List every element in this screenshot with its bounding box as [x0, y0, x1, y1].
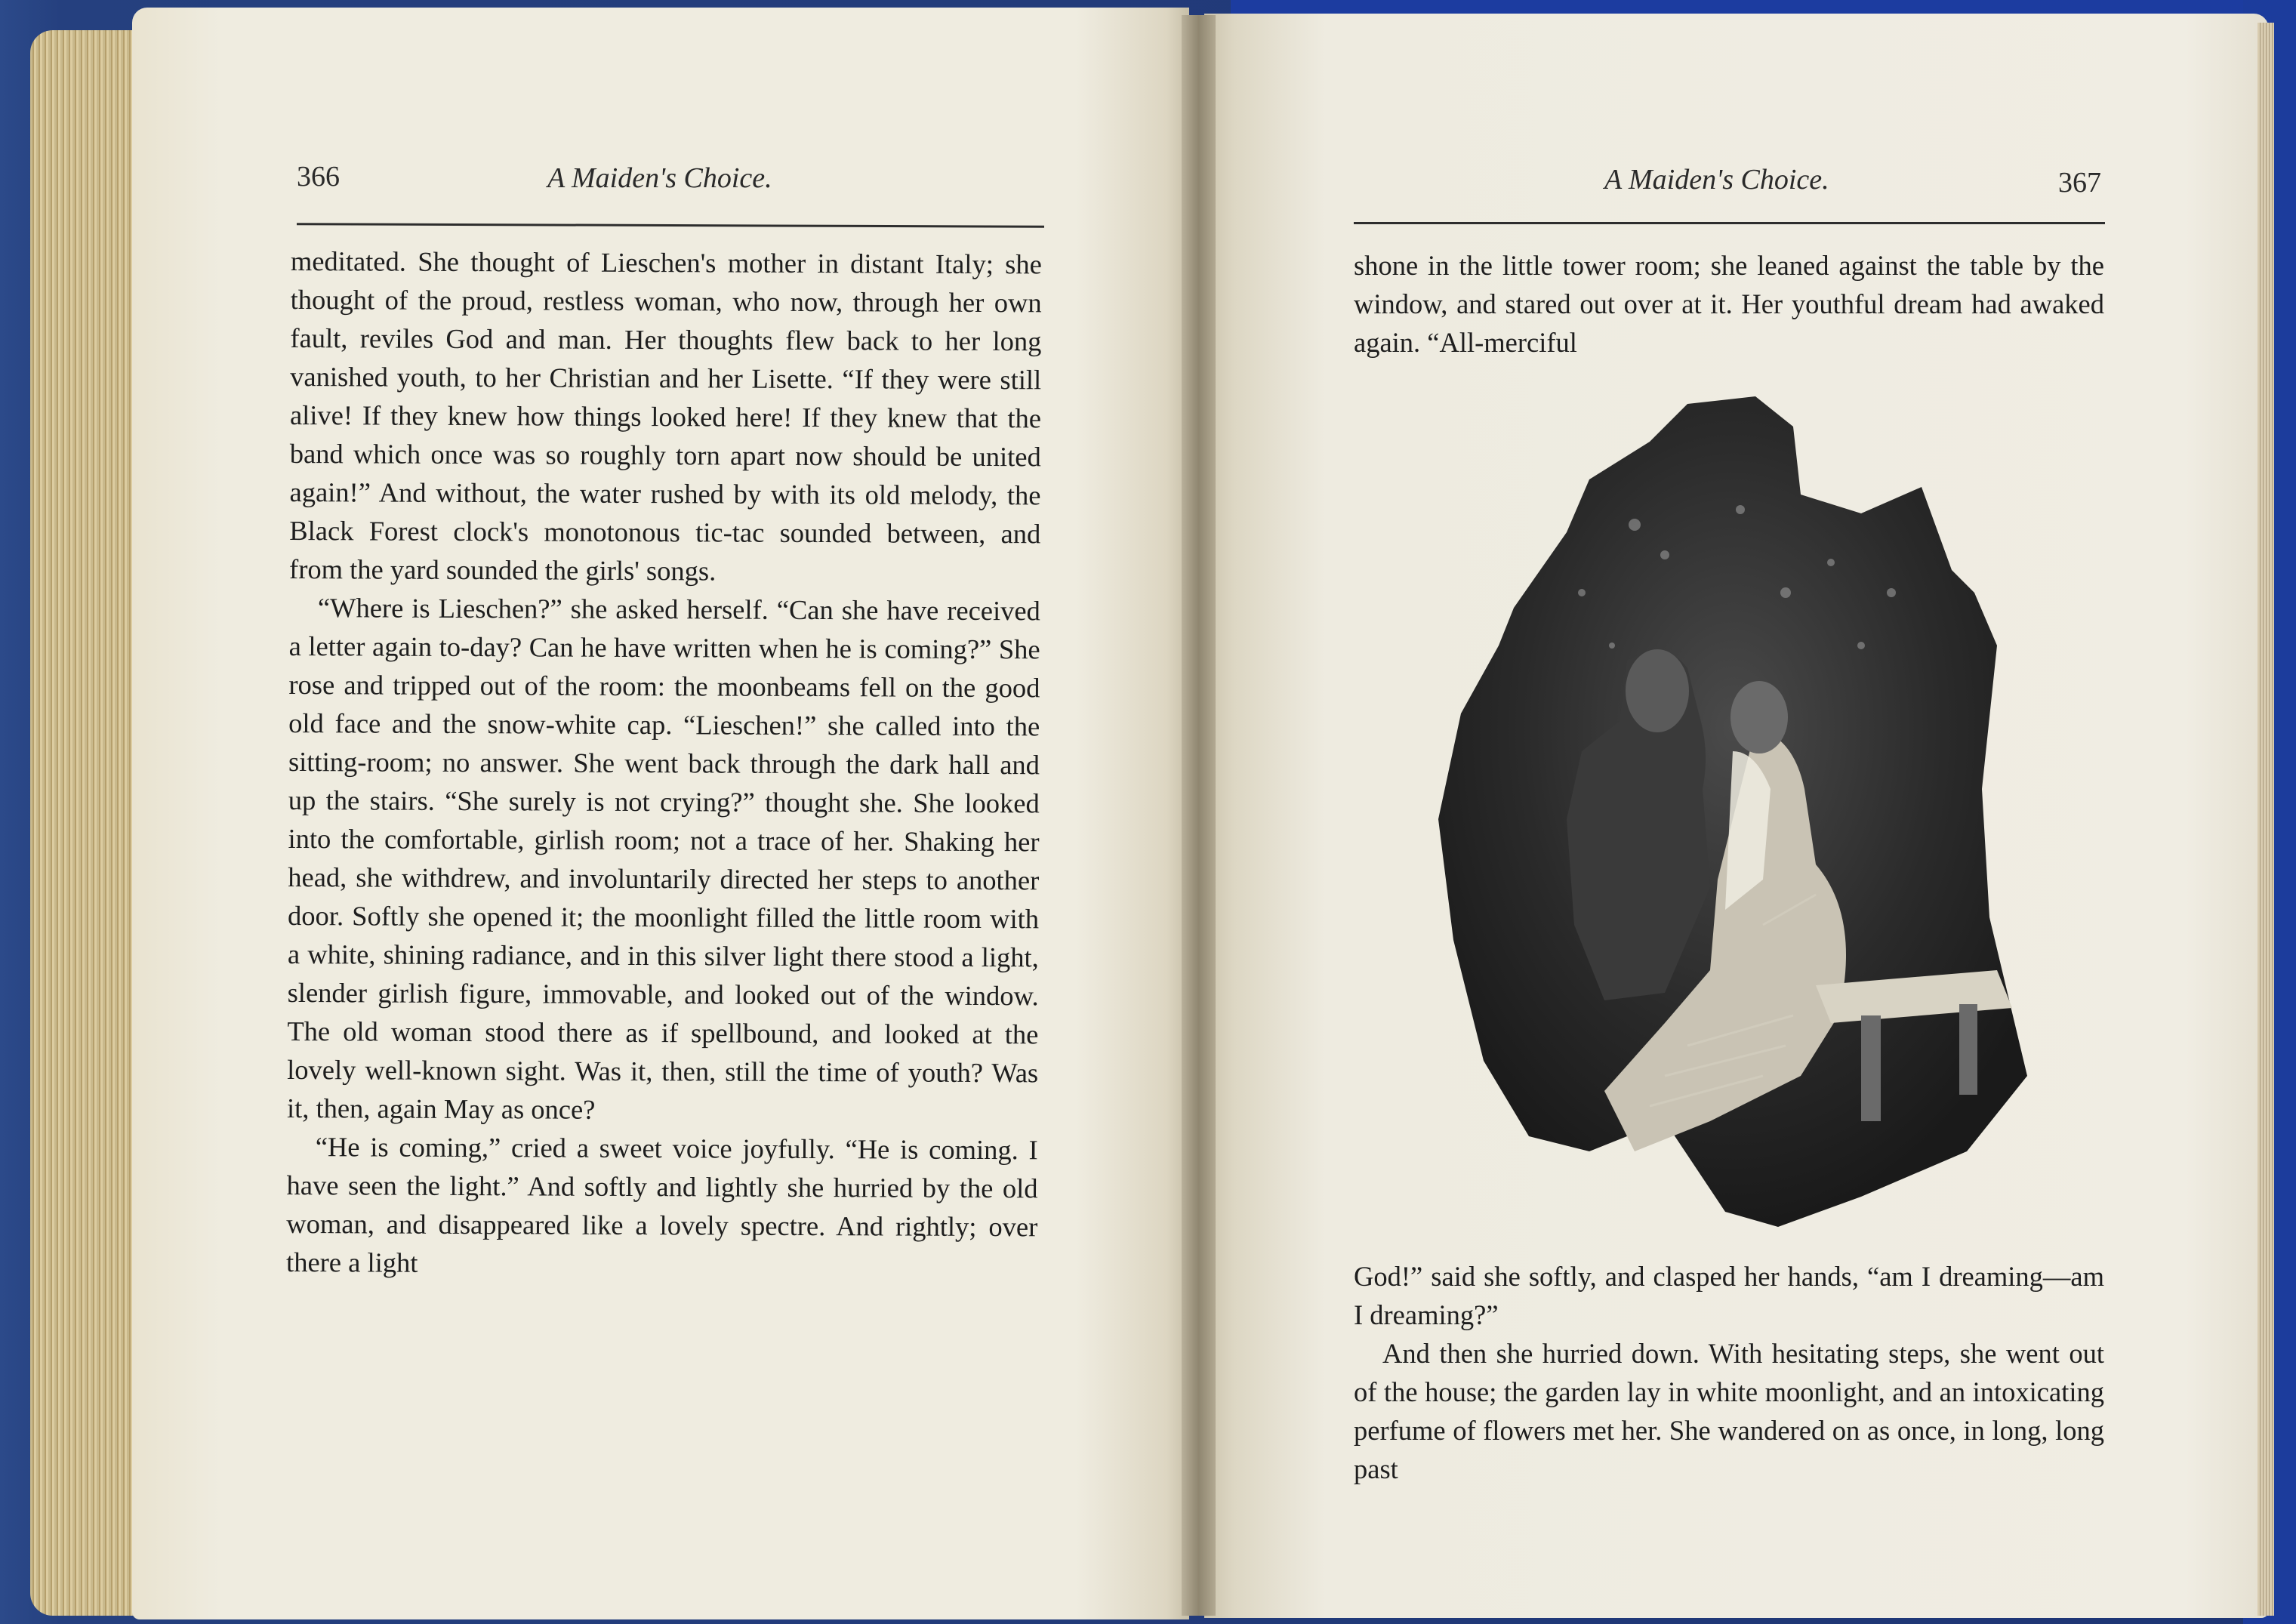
bench-leg [1959, 1004, 1977, 1095]
left-page-number: 366 [297, 161, 340, 193]
paragraph: “He is coming,” cried a sweet voice joyfully. “He is coming. I have seen the light.” And softly and lightly she hurried by the old woman, and disappeared like a lovely spectre. And rightly; over there a light [286, 1131, 1038, 1278]
right-page-top-text [1354, 246, 2104, 362]
right-page-stack [2257, 23, 2274, 1616]
man-head [1626, 649, 1689, 732]
paragraph: “Where is Lieschen?” she asked herself. “Can she have received a letter again to-day? Can he have written when he is coming?” She rose and tripped out of the room: the moonbeams fell on the good old face and the snow-white cap. “Lieschen!” she called into the sitting-room; no answer. She went back through the dark hall and up the stairs. “She surely is not crying?” thought she. She looked into the comfortable, girlish room; not a trace of her. Shaking her head, she withdrew, and involuntarily directed her steps to another door. Softly she opened it; the moonlight filled the little room with a white, shining radiance, and in this silver light there stood a light, slender girlish figure, immovable, and looked out of the window. The old woman stood there as if spellbound, and looked at the lovely well-known sight. Was it, then, still the time of youth? Was it, then, again May as once? [286, 592, 1040, 1125]
paragraph: shone in the little tower room; she leaned against the table by the window, and stared out over at it. Her youthful dream had awaked again. “All-merciful [1354, 250, 2104, 358]
woman-head [1730, 681, 1788, 753]
left-page-body [286, 242, 1042, 1284]
paragraph: And then she hurried down. With hesitating steps, she went out of the house; the garden lay in white moonlight, and an intoxicating perfume of flowers met her. She wandered on as once, in long, long past [1354, 1338, 2104, 1484]
right-page-bottom-text [1354, 1257, 2104, 1488]
right-header-rule [1354, 222, 2105, 224]
bench-leg [1861, 1015, 1881, 1121]
paragraph: God!” said she softly, and clasped her hands, “am I dreaming—am I dreaming?” [1354, 1261, 2104, 1330]
book-gutter [1182, 15, 1216, 1616]
right-running-title: A Maiden's Choice. [1604, 164, 1829, 196]
left-running-title: A Maiden's Choice. [547, 162, 772, 194]
couple-in-garden-illustration [1438, 396, 2027, 1227]
paragraph: meditated. She thought of Lieschen's mother in distant Italy; she thought of the proud, restless woman, who now, through her own fault, reviles God and man. Her thoughts flew back to her long vanished youth, to her Christian and her Lisette. “If they were still alive! If they knew how things looked here! If they knew that the band which once was so roughly torn apart now should be united again!” And without, the water rushed by with its old melody, the Black Forest clock's monotonous tic-tac sounded between, and from the yard sounded the girls' songs. [289, 245, 1042, 587]
right-page-number: 367 [2058, 167, 2101, 199]
